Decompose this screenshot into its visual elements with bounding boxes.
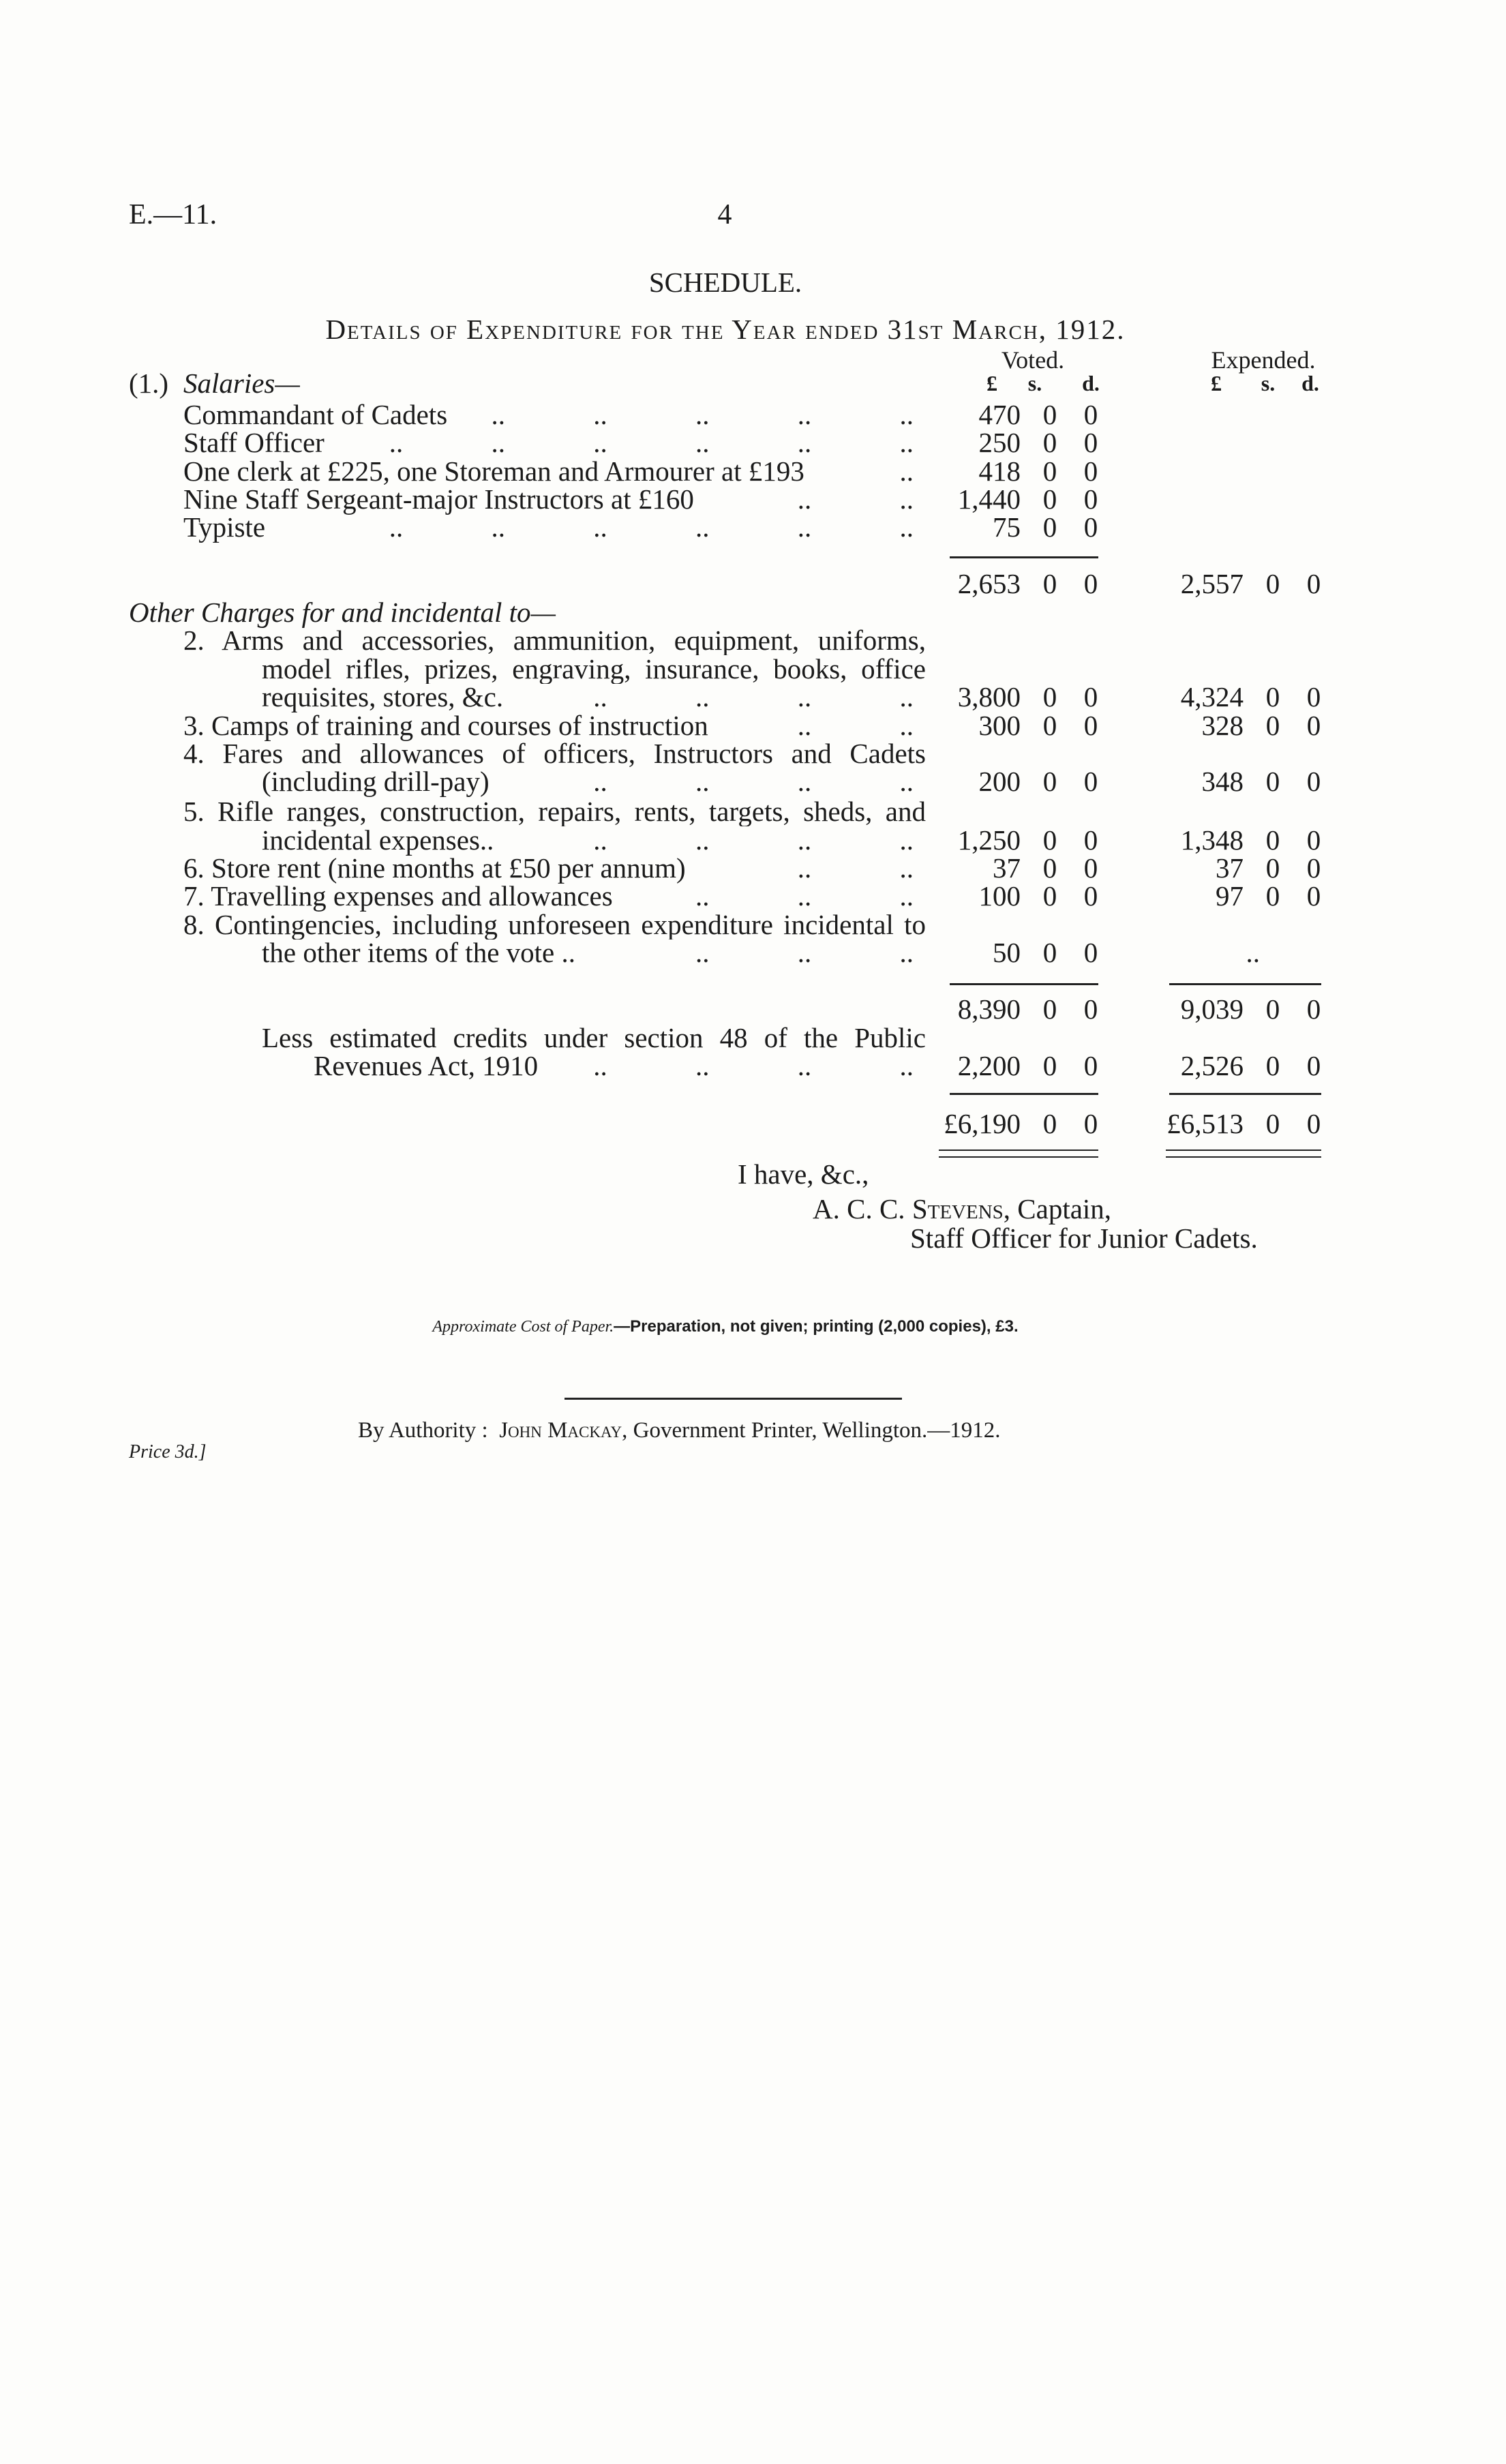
voted-pence: 0 [1083,766,1098,797]
voted-pence: 0 [1083,681,1098,712]
dot-leader: .. .. .. .. [593,824,914,856]
dot-leader: .. .. [797,710,914,741]
voted-shillings: 0 [1042,455,1057,487]
salaries-number: (1.) [129,367,169,399]
footnote-text: —Preparation, not given; printing (2,000 copies), £3. [614,1317,1019,1336]
expended-pounds: £6,513 [1166,1108,1244,1139]
item-label: the other items of the vote .. [262,937,575,968]
signature-initials: A. C. C. [813,1193,912,1225]
item-label: (including drill-pay) [262,766,490,797]
voted-pence: 0 [1083,1108,1098,1139]
imprint-separator [564,1398,902,1400]
item-label: 3. Camps of training and courses of instruction [183,710,708,741]
voted-shillings-unit: s. [1027,371,1042,395]
voted-pence: 0 [1083,399,1098,430]
expended-pounds: 2,526 [1180,1050,1244,1081]
price-note: Price 3d.] [129,1441,207,1462]
dot-leader: .. .. .. .. [593,1050,914,1081]
voted-pence: 0 [1083,1050,1098,1081]
expended-pence: 0 [1306,710,1321,741]
voted-pounds: 3,800 [957,681,1021,712]
expended-pounds: 1,348 [1180,824,1244,856]
salary-label: Commandant of Cadets [183,399,448,430]
voted-shillings: 0 [1042,766,1057,797]
item-row [0,853,1506,883]
subtotal-rule [950,556,1098,558]
expended-shillings: 0 [1265,1050,1280,1081]
footnote-label: Approximate Cost of Paper. [432,1318,614,1336]
voted-shillings: 0 [1042,511,1057,543]
credits-text: Less estimated credits under section 48 of the Public [262,1023,926,1053]
voted-pence: 0 [1083,937,1098,968]
dot-leader: .. .. .. .. .. .. [389,511,914,543]
signature-name: Stevens [912,1193,1004,1225]
item-line [0,910,1506,940]
credits-row [0,1051,1506,1081]
credits-label: Revenues Act, 1910 [314,1050,539,1081]
voted-pence: 0 [1083,568,1098,599]
item-row [0,937,1506,967]
schedule-title: SCHEDULE. [648,267,802,298]
item-row [0,825,1506,855]
double-rule-expended-top [1166,1150,1321,1151]
voted-pence: 0 [1083,455,1098,487]
expended-pounds: 9,039 [1180,993,1244,1025]
voted-shillings: 0 [1042,427,1057,458]
voted-pence: 0 [1083,880,1098,912]
voted-pounds: 300 [978,710,1021,741]
voted-pounds: 1,250 [957,824,1021,856]
voted-pence-unit: d. [1082,371,1100,395]
expended-pence-unit: d. [1301,371,1319,395]
expended-shillings: 0 [1265,1108,1280,1139]
double-rule-voted-bottom [939,1156,1098,1158]
voted-shillings: 0 [1042,880,1057,912]
voted-shillings: 0 [1042,1050,1057,1081]
voted-shillings: 0 [1042,568,1057,599]
item-line [0,625,1506,655]
item-label: incidental expenses.. [262,824,494,856]
voted-pounds: 37 [993,852,1021,884]
expended-pence: 0 [1306,568,1321,599]
item-row [0,682,1506,712]
item-text: 8. Contingencies, including unforeseen expenditure incidental to [183,910,926,940]
voted-shillings: 0 [1042,993,1057,1025]
expended-pence: 0 [1306,993,1321,1025]
voted-shillings: 0 [1042,483,1057,515]
voted-pounds: 75 [993,511,1021,543]
dot-leader: .. .. .. .. .. .. [389,427,914,458]
other-charges-heading: Other Charges for and incidental to— [129,597,556,628]
expended-pence: 0 [1306,681,1321,712]
expended-pence: 0 [1306,824,1321,856]
expended-pounds: 328 [1201,710,1244,741]
voted-shillings: 0 [1042,399,1057,430]
expended-shillings: 0 [1265,568,1280,599]
voted-shillings: 0 [1042,710,1057,741]
item-label: 7. Travelling expenses and allowances [183,880,613,912]
expended-shillings: 0 [1265,880,1280,912]
signature-rank: , Captain, [1003,1193,1112,1225]
expended-pounds: 4,324 [1180,681,1244,712]
voted-shillings: 0 [1042,681,1057,712]
voted-shillings: 0 [1042,852,1057,884]
item-row [0,881,1506,911]
voted-pounds: 200 [978,766,1021,797]
item-text: 4. Fares and allowances of officers, Instructors and Cadets [183,738,926,768]
voted-pounds: 50 [993,937,1021,968]
signatory-title: Staff Officer for Junior Cadets. [910,1222,1258,1254]
credits-line [0,1023,1506,1053]
voted-pence: 0 [1083,511,1098,543]
voted-pounds: 1,440 [957,483,1021,515]
salary-row [0,456,1506,486]
voted-pence: 0 [1083,993,1098,1025]
voted-pounds: 470 [978,399,1021,430]
expended-pence: 0 [1306,852,1321,884]
expended-pounds: 348 [1201,766,1244,797]
dot-leader: .. .. .. .. [593,681,914,712]
voted-pounds: 418 [978,455,1021,487]
dot-leader: .. .. [797,852,914,884]
item-text: model rifles, prizes, engraving, insurance, books, office [262,654,926,684]
voted-pounds-unit: £ [987,371,997,395]
page-number: 4 [717,199,732,230]
net-rule-expended [1169,1093,1321,1095]
salary-row [0,400,1506,430]
expended-pounds-unit: £ [1211,371,1222,395]
item-row [0,710,1506,740]
salaries-heading-row [0,368,1506,398]
expended-shillings: 0 [1265,681,1280,712]
voted-pence: 0 [1083,852,1098,884]
expended-pounds: 97 [1216,880,1244,912]
salaries-heading: Salaries— [183,367,300,399]
voted-pounds: 8,390 [957,993,1021,1025]
voted-pence: 0 [1083,710,1098,741]
closing-greeting: I have, &c., [738,1158,869,1190]
voted-shillings: 0 [1042,1108,1057,1139]
schedule-subtitle: Details of Expenditure for the Year ended 31st March, 1912. [325,314,1126,345]
signature [813,1194,1111,1224]
item-text: 5. Rifle ranges, construction, repairs, rents, targets, sheds, and [183,796,926,826]
printer-imprint [358,1415,1001,1445]
item-label: 6. Store rent (nine months at £50 per annum) [183,852,686,884]
item-line [0,796,1506,826]
voted-pence: 0 [1083,427,1098,458]
expended-shillings: 0 [1265,824,1280,856]
voted-pounds: 100 [978,880,1021,912]
voted-pounds: £6,190 [944,1108,1021,1139]
imprint-prefix: By Authority : [358,1418,500,1443]
dot-leader: .. [899,455,914,487]
voted-pounds: 2,653 [957,568,1021,599]
voted-pence: 0 [1083,483,1098,515]
expended-shillings: 0 [1265,993,1280,1025]
gross-total-row [0,994,1506,1024]
item-label: requisites, stores, &c. [262,681,504,712]
dot-leader: .. .. .. [695,880,914,912]
expended-shillings: 0 [1265,766,1280,797]
voted-pence: 0 [1083,824,1098,856]
dot-leader: .. .. .. .. .. [491,399,914,430]
net-total-row [0,1109,1506,1139]
imprint-suffix: , Government Printer, Wellington.—1912. [622,1418,1001,1443]
expended-pounds: 37 [1216,852,1244,884]
expended-shillings: 0 [1265,710,1280,741]
item-line [0,738,1506,768]
double-rule-expended-bottom [1166,1156,1321,1158]
voted-shillings: 0 [1042,824,1057,856]
expended-pence: 0 [1306,1108,1321,1139]
item-text: 2. Arms and accessories, ammunition, equipment, uniforms, [183,625,926,655]
document-reference: E.—11. [129,199,217,230]
expended-pence: 0 [1306,880,1321,912]
expended-pence: 0 [1306,766,1321,797]
dot-leader: .. .. .. [695,937,914,968]
total-rule-voted [950,983,1098,985]
expended-nil-marker: .. [1246,937,1260,968]
dot-leader: .. .. .. .. [593,766,914,797]
double-rule-voted-top [939,1150,1098,1151]
total-rule-expended [1169,983,1321,985]
salary-label: Staff Officer [183,427,325,458]
voted-pounds: 250 [978,427,1021,458]
item-row [0,766,1506,796]
item-line [0,654,1506,684]
expended-shillings: 0 [1265,852,1280,884]
imprint-printer: John Mackay [499,1418,622,1443]
voted-pounds: 2,200 [957,1050,1021,1081]
salary-label: Nine Staff Sergeant-major Instructors at £160 [183,483,694,515]
expended-pence: 0 [1306,1050,1321,1081]
expended-pounds: 2,557 [1180,568,1244,599]
salary-label: Typiste [183,511,266,543]
salaries-subtotal-row [0,569,1506,599]
salary-label: One clerk at £225, one Storeman and Armourer at £193 [183,455,804,487]
salary-row [0,484,1506,514]
net-rule-voted [950,1093,1098,1095]
voted-shillings: 0 [1042,937,1057,968]
paper-cost-footnote [0,1312,1451,1342]
voted-column-heading: Voted. [1001,346,1065,374]
salary-row [0,512,1506,542]
expended-column-heading: Expended. [1211,346,1316,374]
dot-leader: .. .. [797,483,914,515]
salary-row [0,427,1506,457]
expended-shillings-unit: s. [1261,371,1276,395]
